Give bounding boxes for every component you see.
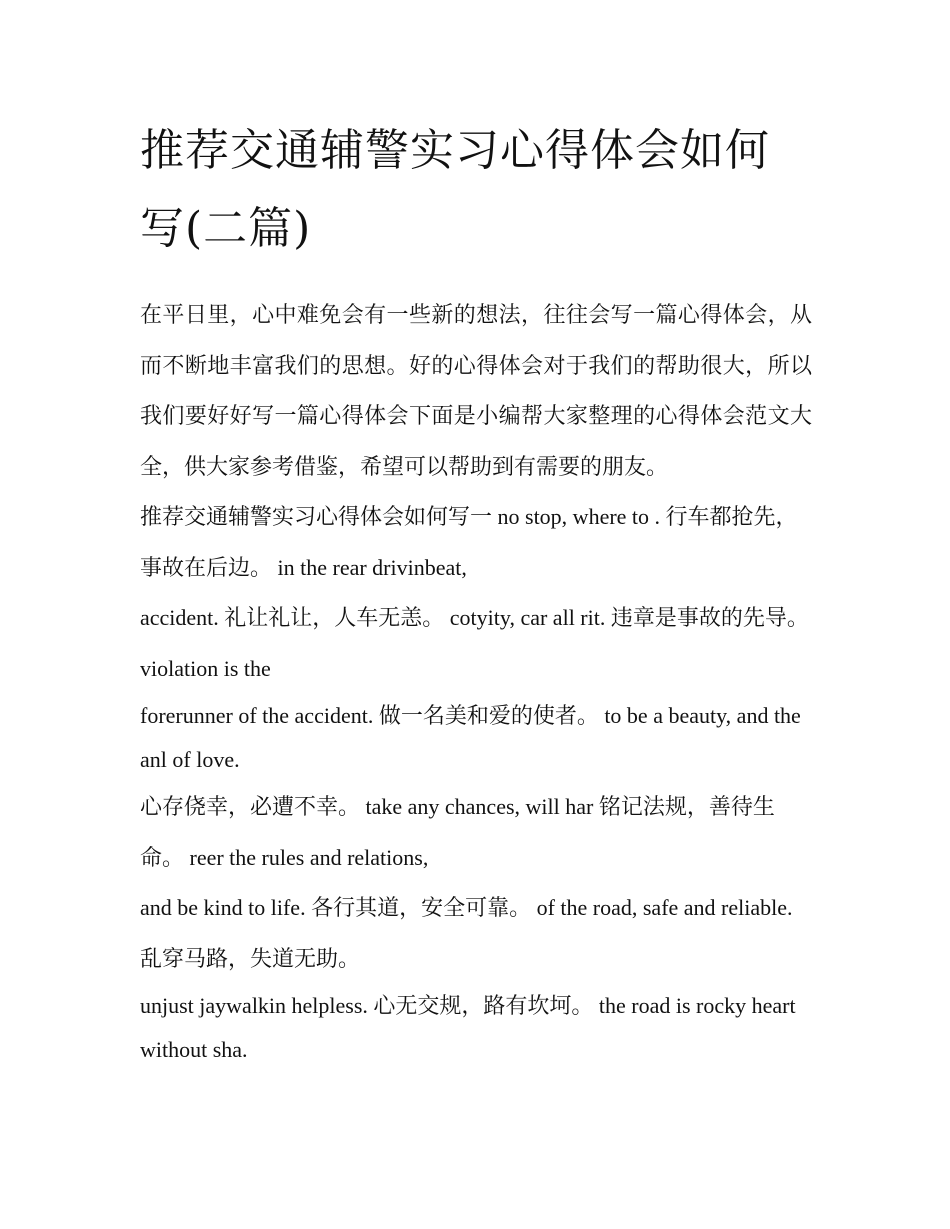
document-page — [140, 112, 812, 1072]
slogan-paragraph-4: 心存侥幸，必遭不幸。 take any chances, will har 铭记法规，善待生命。 reer the rules and relations, — [140, 794, 775, 870]
slogan-paragraph-6: unjust jaywalkin helpless. 心无交规，路有坎坷。 the road is rocky heart without sha. — [140, 993, 796, 1062]
slogan-paragraph-3: forerunner of the accident. 做一名美和爱的使者。 to be a beauty, and the anl of love. — [140, 703, 801, 772]
slogan-paragraph-1: 推荐交通辅警实习心得体会如何写一 no stop, where to . 行车都抢先，事故在后边。 in the rear drivinbeat, — [140, 504, 798, 580]
document-title: 推荐交通辅警实习心得体会如何写(二篇) — [140, 125, 770, 254]
intro-paragraph: 在平日里，心中难免会有一些新的想法，往往会写一篇心得体会，从而不断地丰富我们的思想。好的心得体会对于我们的帮助很大，所以我们要好好写一篇心得体会下面是小编帮大家整理的心得体会范文大全，供大家参考借鉴，希望可以帮助到有需要的朋友。 — [140, 302, 812, 479]
slogan-paragraph-5: and be kind to life. 各行其道，安全可靠。 of the road, safe and reliable. 乱穿马路，失道无助。 — [140, 895, 793, 971]
slogan-paragraph-2: accident. 礼让礼让，人车无恙。 cotyity, car all rit. 违章是事故的先导。 violation is the — [140, 605, 809, 681]
